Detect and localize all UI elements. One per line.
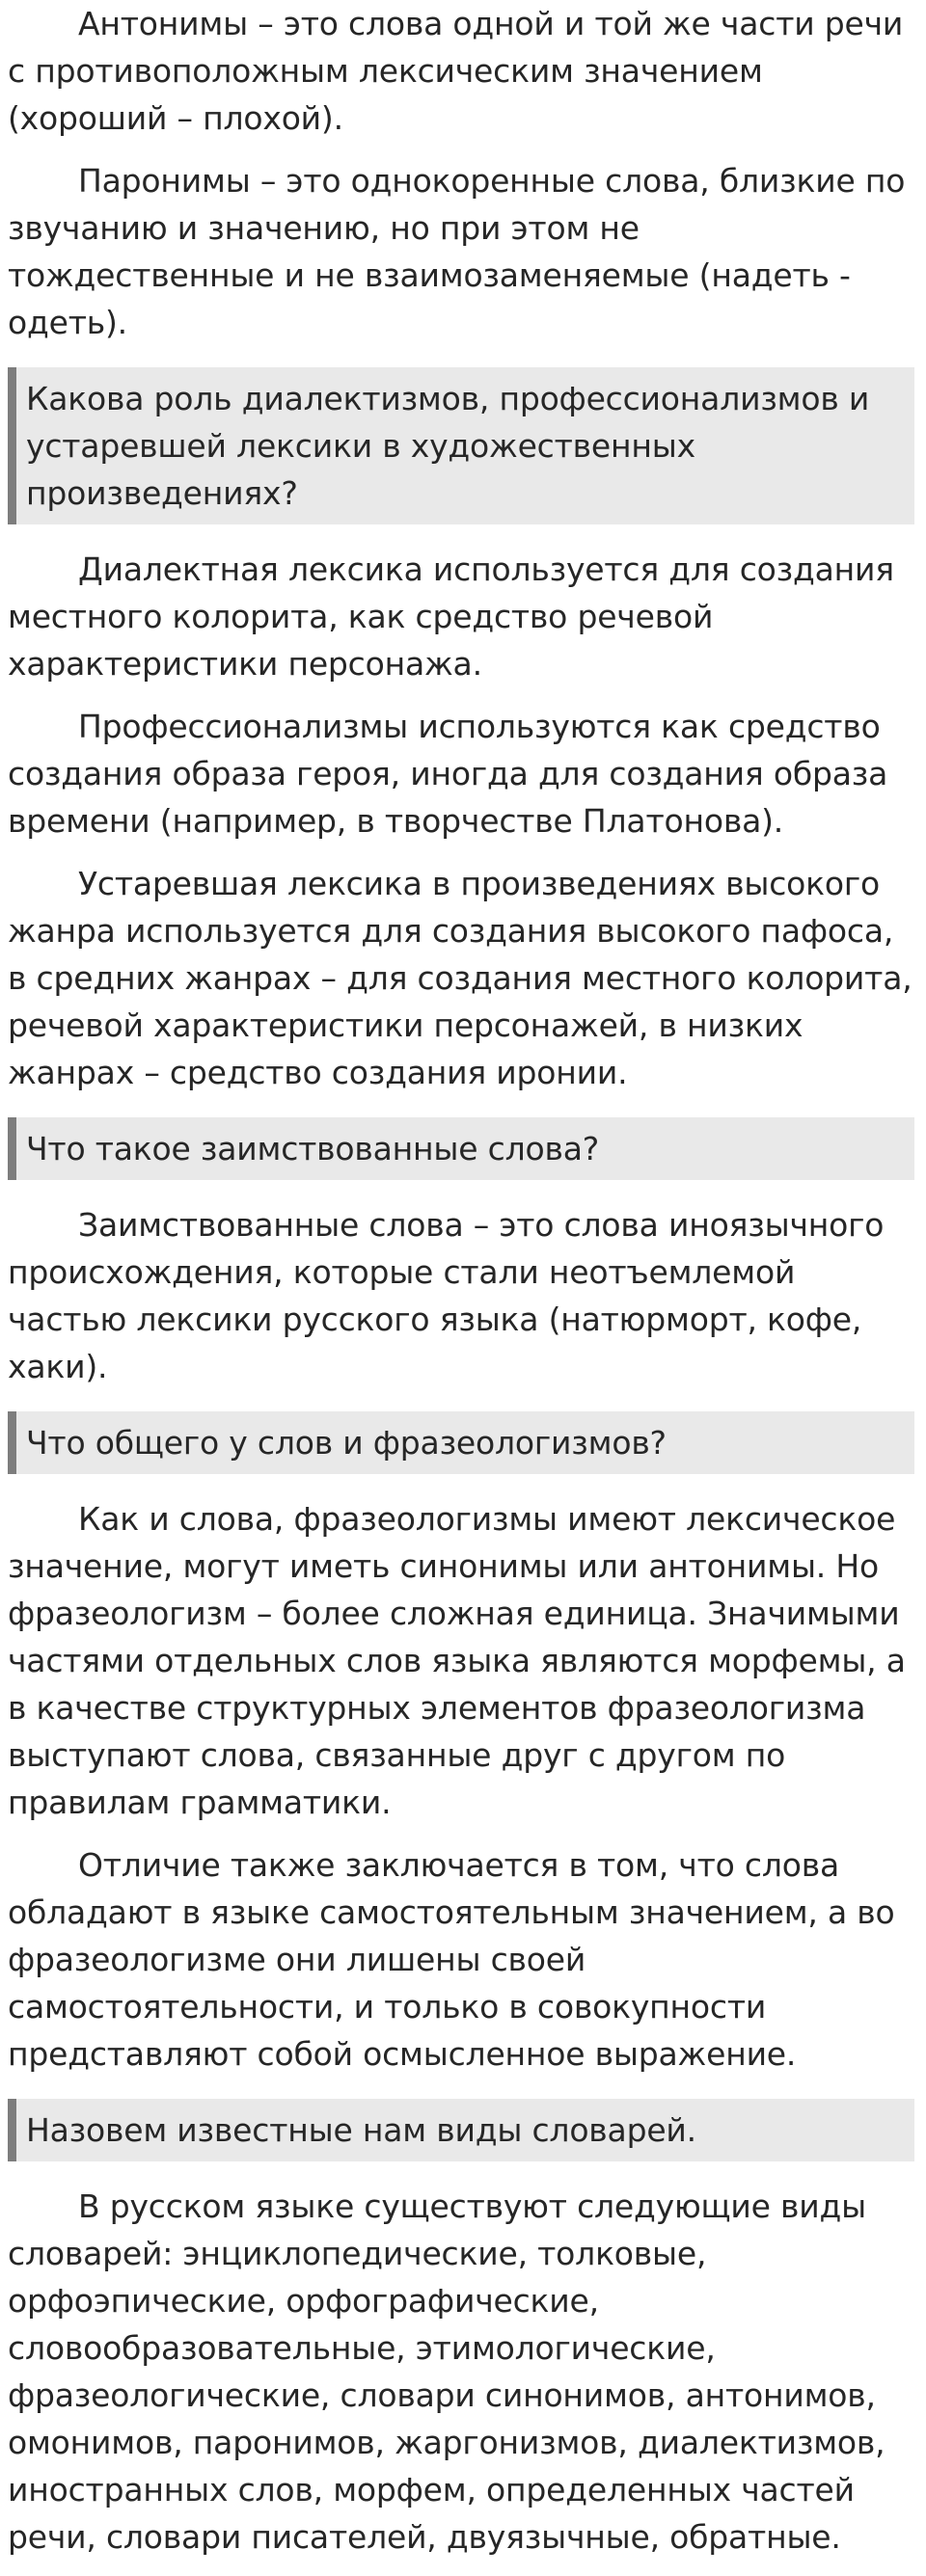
paragraph-paronyms: Паронимы – это однокоренные слова, близкие по звучанию и значению, но при этом не тождественные и не взаимозаменяемые (надеть - одеть). [8,162,906,341]
paragraph-archaic-lexicon: Устаревшая лексика в произведениях высокого жанра используется для создания высокого пафоса, в средних жанрах – для создания местного колорита, речевой характеристики персонажей, в низких жанрах – средство создания иронии. [8,865,912,1091]
document-page [8,0,914,2576]
paragraph-dialect-lexicon: Диалектная лексика используется для создания местного колорита, как средство речевой характеристики персонажа. [8,550,894,683]
question-dialectisms-role: Какова роль диалектизмов, профессионализмов и устаревшей лексики в художественных произведениях? [8,367,914,524]
paragraph-professionalisms: Профессионализмы используются как средство создания образа героя, иногда для создания образа времени (например, в творчестве Платонова). [8,708,888,840]
paragraph-antonyms: Антонимы – это слова одной и той же части речи с противоположным лексическим значением (хороший – плохой). [8,5,904,137]
paragraph-dictionary-types: В русском языке существуют следующие виды словарей: энциклопедические, толковые, орфоэпические, орфографические, словообразовательные, этимологические, фразеологические, словари синонимов, антонимов, омонимов, паронимов, жаргонизмов, диалектизмов, иностранных слов, морфем, определенных частей речи, словари писателей, двуязычные, обратные. [8,2187,885,2556]
question-dictionary-types: Назовем известные нам виды словарей. [8,2099,914,2161]
question-words-and-phraseologisms: Что общего у слов и фразеологизмов? [8,1411,914,1474]
paragraph-phraseologisms-common: Как и слова, фразеологизмы имеют лексическое значение, могут иметь синонимы или антонимы. Но фразеологизм – более сложная единица. Значимыми частями отдельных слов языка являются морфемы, а в качестве структурных элементов фразеологизма выступают слова, связанные друг с другом по правилам грамматики. [8,1500,906,1821]
paragraph-phraseologisms-difference: Отличие также заключается в том, что слова обладают в языке самостоятельным значением, а во фразеологизме они лишены своей самостоятельности, и только в совокупности представляют собой осмысленное выражение. [8,1846,895,2073]
paragraph-borrowed-words: Заимствованные слова – это слова иноязычного происхождения, которые стали неотъемлемой частью лексики русского языка (натюрморт, кофе, хаки). [8,1206,885,1385]
question-borrowed-words: Что такое заимствованные слова? [8,1117,914,1180]
